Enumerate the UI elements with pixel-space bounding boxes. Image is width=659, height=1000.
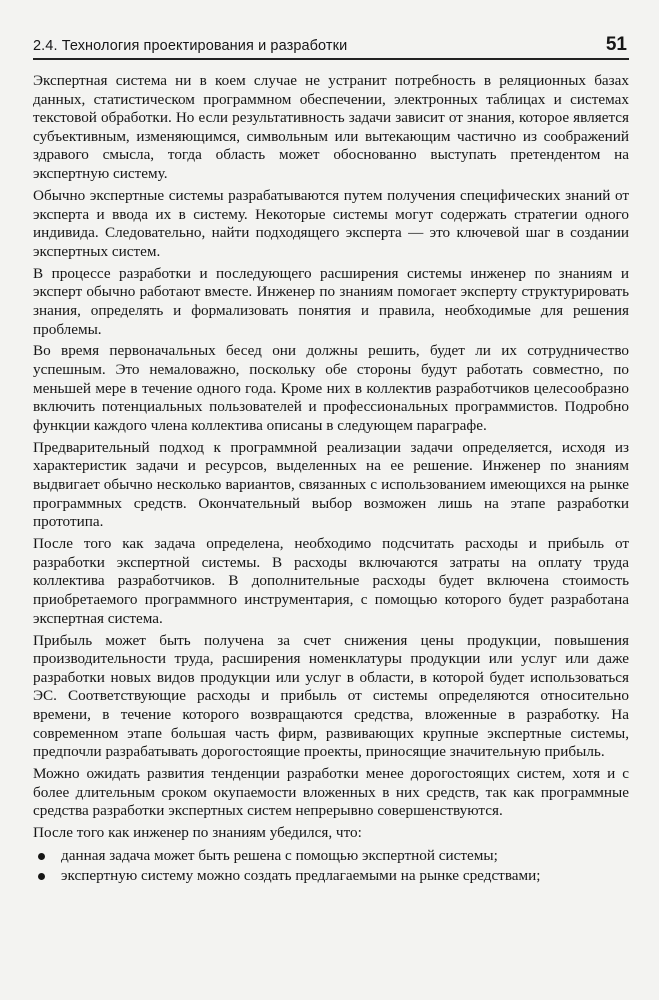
bullet-icon	[38, 853, 45, 860]
list-item-text: экспертную систему можно создать предлагаемыми на рынке средствами;	[61, 867, 541, 885]
paragraph-6: После того как задача определена, необходимо подсчитать расходы и прибыль от разработки экспертной системы. В расходы включаются затраты на оплату труда коллектива разработчиков. В дополнительные расходы будет включена стоимость приобретаемого программного инструментария, с помощью которого будет разработана экспертная система.	[33, 535, 629, 627]
section-title: 2.4. Технология проектирования и разработки	[33, 38, 348, 54]
running-header	[33, 28, 629, 60]
paragraph-5: Предварительный подход к программной реализации задачи определяется, исходя из характеристик задачи и ресурсов, выделенных на ее решение. Инженер по знаниям выдвигает обычно несколько вариантов, связанных с использованием имеющихся на рынке программных средств. Окончательный выбор возможен лишь на этапе разработки прототипа.	[33, 438, 629, 531]
page-body	[33, 72, 629, 886]
list-item	[33, 846, 629, 866]
paragraph-3: В процессе разработки и последующего расширения системы инженер по знаниям и эксперт обычно работают вместе. Инженер по знаниям помогает эксперту структурировать знания, определять и формализовать понятия и правила, необходимые для решения проблемы.	[33, 264, 629, 338]
page-number: 51	[605, 34, 627, 55]
paragraph-9: После того как инженер по знаниям убедился, что:	[33, 824, 362, 842]
paragraph-8: Можно ожидать развития тенденции разработки менее дорогостоящих систем, хотя и с более длительным сроком окупаемости вложенных в них средств, так как программные средства разработки экспертных систем непрерывно совершенствуются.	[33, 765, 629, 820]
list-item-text: данная задача может быть решена с помощью экспертной системы;	[61, 847, 498, 865]
bullet-list	[33, 846, 629, 886]
paragraph-7: Прибыль может быть получена за счет снижения цены продукции, повышения производительности труда, расширения номенклатуры продукции или услуг или даже разработки новых видов продукции или услуг в области, в которой будет использоваться ЭС. Соответствующие расходы и прибыль от системы определяются относительно времени, в течение которого возвращаются средства, вложенные в разработку. На современном этапе большая часть фирм, развивающих крупные экспертные системы, предпочли разрабатывать дорогостоящие проекты, приносящие значительную прибыль.	[33, 631, 629, 761]
paragraph-2: Обычно экспертные системы разрабатываются путем получения специфических знаний от эксперта и ввода их в систему. Некоторые системы могут содержать стратегии одного индивида. Следовательно, найти подходящего эксперта — это ключевой шаг в создании экспертных систем.	[33, 186, 629, 260]
bullet-icon	[38, 873, 45, 880]
paragraph-4: Во время первоначальных бесед они должны решить, будет ли их сотрудничество успешным. Это немаловажно, поскольку обе стороны будут работать совместно, по меньшей мере в течение одного года. Кроме них в коллектив разработчиков целесообразно включить потенциальных пользователей и профессиональных программистов. Подробно функции каждого члена коллектива описаны в следующем параграфе.	[33, 342, 629, 434]
paragraph-1: Экспертная система ни в коем случае не устранит потребность в реляционных базах данных, статистическом программном обеспечении, электронных таблицах и системах текстовой обработки. Но если результативность задачи зависит от знания, которое является субъективным, изменяющимся, символьным или вытекающим частично из соображений здравого смысла, тогда область может обоснованно выступать претендентом на экспертную систему.	[33, 72, 629, 182]
list-item	[33, 866, 629, 886]
